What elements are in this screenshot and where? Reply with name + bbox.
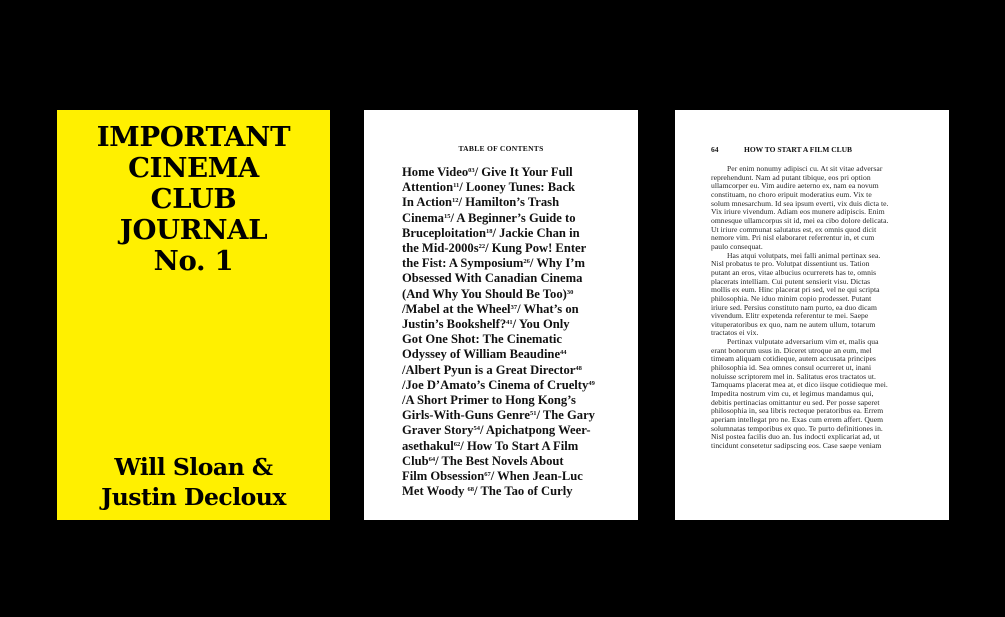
toc-line bbox=[402, 302, 607, 317]
toc-page-ref: 54 bbox=[473, 425, 480, 433]
cover-author-line: Will Sloan & bbox=[114, 453, 273, 481]
toc-line bbox=[402, 256, 607, 271]
body-text-line: solumnatas temporibus ex quo. Te purto definitiones in. bbox=[711, 423, 883, 433]
body-text-line: Ut iriure communat salutatus est, ex omnis quod dicit bbox=[711, 224, 877, 234]
toc-line bbox=[402, 287, 607, 302]
body-text-line: omnesque ullamcorpus sit id, mei ea cibo dolore delicata. bbox=[711, 215, 889, 225]
toc-page-ref: 51 bbox=[529, 410, 537, 418]
toc-entry-text: / You Only bbox=[512, 317, 570, 332]
toc-entry-text: / Why I’m bbox=[529, 256, 585, 271]
body-text-line: Impedita nostrum vim cu, et legimus mandamus qui, bbox=[711, 389, 874, 399]
body-text-line: tractatos ei vix. bbox=[711, 328, 759, 338]
toc-entry-text: /Albert Pyun is a Great Director bbox=[402, 362, 576, 377]
toc-entry-text: asethakul bbox=[402, 438, 454, 453]
toc-line bbox=[402, 165, 607, 180]
toc-entry-text: /Mabel at the Wheel bbox=[402, 301, 511, 316]
toc-page-ref: 41 bbox=[506, 319, 513, 327]
toc-page-ref: 64 bbox=[428, 455, 436, 463]
toc-page-ref: 67 bbox=[484, 471, 491, 479]
toc-page-ref: 12 bbox=[452, 197, 459, 205]
toc-line bbox=[402, 439, 607, 454]
article-body bbox=[711, 165, 921, 451]
page-number: 64 bbox=[711, 145, 719, 154]
toc-entry-text: / A Beginner’s Guide to bbox=[450, 210, 576, 225]
body-text-line: philosophia in, sea libris recteque peratoribus ea. Errem bbox=[711, 406, 884, 416]
toc-page-ref: 48 bbox=[575, 364, 582, 372]
toc-page-ref: 37 bbox=[510, 303, 518, 311]
toc-line bbox=[402, 195, 607, 210]
toc-entry-text: Cinema bbox=[402, 210, 444, 225]
toc-entry-text: / The Tao of Curly bbox=[474, 484, 573, 499]
toc-entry-text: / The Best Novels About bbox=[435, 453, 564, 468]
toc-line bbox=[402, 454, 607, 469]
body-text-line: ullamcorper eu. Vim audire aeterno ex, nam ea novum bbox=[711, 181, 879, 191]
cover-title-line: No. 1 bbox=[153, 245, 234, 277]
toc-page-ref: 18 bbox=[485, 227, 493, 235]
toc-page-ref: 22 bbox=[478, 243, 486, 251]
toc-entry-text: / Kung Pow! Enter bbox=[485, 241, 587, 256]
body-text-line: Has atqui volutpats, mei falli animal pertinax sea. bbox=[727, 250, 881, 260]
body-text-line: placerats intelliam. Cui putent sensierit visu. Dictas bbox=[711, 276, 871, 286]
toc-line bbox=[402, 226, 607, 241]
toc-entry-text: Film Obsession bbox=[402, 469, 485, 484]
toc-line bbox=[402, 484, 607, 499]
body-text-line: solum mnesarchum. Id sea ipsum everti, vix duis dicta te. bbox=[711, 198, 889, 208]
toc-entry-text: / The Gary bbox=[536, 408, 595, 423]
cover-authors bbox=[57, 452, 330, 512]
body-text-line: vivendum. Elitr expetenda referentur te mei. Saepe bbox=[711, 311, 869, 321]
toc-page-ref: 03 bbox=[468, 167, 475, 174]
toc-line bbox=[402, 408, 607, 423]
toc-line bbox=[402, 393, 607, 408]
toc-entry-text: / What’s on bbox=[517, 301, 579, 316]
toc-entry-text: / Looney Tunes: Back bbox=[459, 180, 576, 195]
toc-entry-text: Girls-With-Guns Genre bbox=[402, 408, 530, 423]
toc-page-ref: 11 bbox=[453, 182, 460, 190]
toc-entry-text: (And Why You Should Be Too) bbox=[402, 286, 567, 301]
toc-line bbox=[402, 317, 607, 332]
body-text-line: debitis pertinacias omittantur eu sed. Per posse saperet bbox=[711, 397, 880, 407]
body-text-line: Vix iriure vivendum. Adiam eos munere adipiscis. Enim bbox=[711, 207, 885, 217]
body-text-line: erant bonorum usus in. Diceret utroque an eum, mel bbox=[711, 345, 872, 355]
body-text-line: Per enim nonumy adipisci cu. At sit vitae adversar bbox=[727, 164, 883, 173]
toc-entry-text: /A Short Primer to Hong Kong’s bbox=[402, 393, 576, 408]
body-text-line: mollis ex eum. Hinc placerat pri sed, vel ne qui scripta bbox=[711, 285, 880, 295]
body-text-line: tincidunt consetetur sadipscing eos. Case saepe veniam bbox=[711, 441, 882, 450]
toc-line bbox=[402, 271, 607, 286]
toc-entry-text: In Action bbox=[402, 195, 453, 210]
cover-title bbox=[57, 122, 330, 277]
toc-entry-text: the Fist: A Symposium bbox=[402, 256, 524, 271]
toc-page-ref: 15 bbox=[443, 212, 451, 220]
toc-entry-text: Home Video bbox=[402, 165, 469, 179]
toc-page-ref: 62 bbox=[453, 440, 461, 448]
cover-title-line: CINEMA bbox=[128, 152, 259, 184]
running-head-title: HOW TO START A FILM CLUB bbox=[744, 145, 853, 154]
body-text-line: noluisse scriptorem mel in. Salitatus eros tractatos ut. bbox=[711, 371, 876, 381]
body-text-line: Pertinax vulputate adversarium vim et, malis qua bbox=[727, 337, 879, 347]
toc-entry-text: Got One Shot: The Cinematic bbox=[402, 332, 562, 347]
article-page bbox=[675, 110, 949, 520]
toc-list bbox=[402, 165, 607, 499]
toc-page-ref: 30 bbox=[566, 288, 574, 296]
toc-entry-text: Obsessed With Canadian Cinema bbox=[402, 271, 583, 286]
toc-line bbox=[402, 347, 607, 362]
body-text-line: philosophia id. Sea omnes consul ocurreret ut, inani bbox=[711, 363, 872, 373]
toc-page-ref: 68 bbox=[467, 486, 475, 494]
toc-entry-text: Bruceploitation bbox=[402, 225, 486, 240]
toc-line bbox=[402, 423, 607, 438]
toc-entry-text: Odyssey of William Beaudine bbox=[402, 347, 561, 362]
toc-line bbox=[402, 332, 607, 347]
toc-entry-text: Club bbox=[402, 453, 429, 468]
toc-page-ref: 49 bbox=[588, 379, 595, 387]
journal-cover-page bbox=[57, 110, 330, 520]
toc-line bbox=[402, 469, 607, 484]
body-text-line: iriure sed. Persius constituto nam purto, ea duo dicam bbox=[711, 302, 877, 312]
toc-entry-text: Met Woody bbox=[402, 484, 468, 499]
toc-entry-text: / Jackie Chan in bbox=[492, 225, 580, 240]
toc-entry-text: Attention bbox=[402, 180, 454, 195]
toc-line bbox=[402, 241, 607, 256]
toc-entry-text: Justin’s Bookshelf? bbox=[402, 317, 507, 332]
body-text-line: reprehendunt. Nam ad putant tibique, eos pri option bbox=[711, 172, 871, 182]
body-text-line: Nisl probatus te pro. Volutpat dissentiunt us. Tation bbox=[711, 259, 870, 269]
body-text-line: aperiam intellegat pro ne. Exas cum errem affert. Quem bbox=[711, 415, 884, 425]
table-of-contents-page bbox=[364, 110, 638, 520]
body-text-line: vituperatoribus ex quo, nam ne autem ullum, totarum bbox=[711, 319, 876, 329]
toc-entry-text: /Joe D’Amato’s Cinema of Cruelty bbox=[402, 377, 589, 392]
running-head bbox=[711, 145, 929, 154]
toc-entry-text: / When Jean-Luc bbox=[490, 469, 583, 484]
cover-title-line: JOURNAL bbox=[119, 214, 268, 246]
toc-entry-text: / Give It Your Full bbox=[474, 165, 573, 179]
toc-line bbox=[402, 180, 607, 195]
cover-author-line: Justin Decloux bbox=[101, 483, 286, 511]
toc-line bbox=[402, 363, 607, 378]
body-text-line: paulo consequat. bbox=[711, 241, 763, 251]
toc-entry-text: / Hamilton’s Trash bbox=[458, 195, 560, 210]
toc-page-ref: 26 bbox=[523, 258, 530, 266]
body-text-line: constituam, no choro eripuit moderatius eum. Vix te bbox=[711, 189, 872, 199]
cover-title-line: IMPORTANT bbox=[96, 121, 291, 153]
toc-entry-text: Graver Story bbox=[402, 423, 474, 438]
body-text-line: Tamquams placerat mea at, et dico iisque cotidieque mei. bbox=[711, 380, 888, 390]
toc-line bbox=[402, 378, 607, 393]
cover-title-line: CLUB bbox=[150, 183, 237, 215]
toc-entry-text: / How To Start A Film bbox=[460, 438, 579, 453]
body-text-line: Nisl postea facilis duo an. Ius indocti explicariat ad, ut bbox=[711, 432, 880, 442]
body-text-line: nemore vim. Pri nisl elaboraret referrentur in, et cum bbox=[711, 233, 875, 243]
body-text-line: timeam aliquam cotidieque, autem accusata principes bbox=[711, 354, 876, 364]
body-text-line: philosophia. Ne iduo minim copio prodesset. Putant bbox=[711, 293, 872, 303]
toc-entry-text: the Mid-2000s bbox=[402, 241, 479, 256]
body-text-line: putant an eros, vitae albucius ocurrerets has te, omnis bbox=[711, 267, 877, 277]
toc-entry-text: / Apichatpong Weer- bbox=[479, 423, 591, 438]
toc-page-ref: 44 bbox=[560, 349, 567, 357]
toc-line bbox=[402, 211, 607, 226]
toc-heading: TABLE OF CONTENTS bbox=[458, 144, 544, 153]
